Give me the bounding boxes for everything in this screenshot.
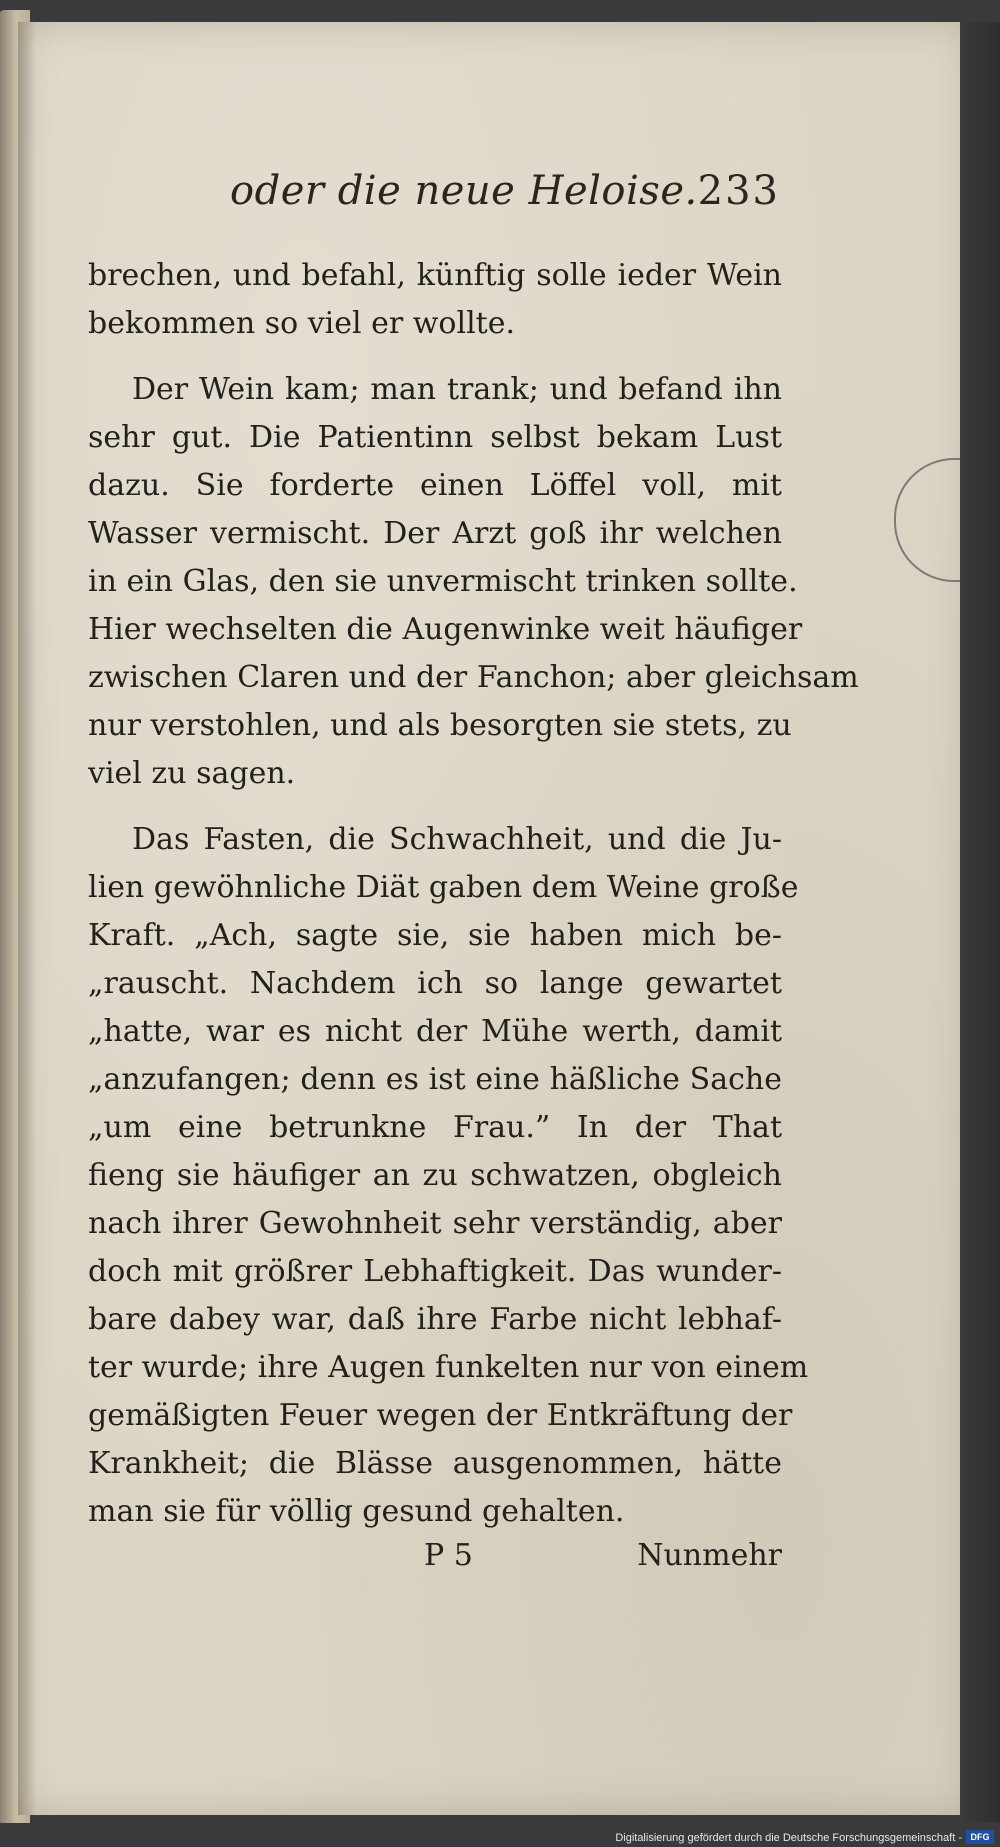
page-header: [90, 168, 780, 228]
text-line: Der Wein kam; man trank; und befand ihn: [132, 372, 782, 407]
signature-mark: P 5: [424, 1538, 473, 1573]
text-line: sehr gut. Die Patientinn selbst bekam Lust: [88, 420, 782, 455]
text-line: fieng sie häufiger an zu schwatzen, obgleich: [88, 1158, 782, 1193]
text-line: bare dabey war, daß ihre Farbe nicht lebhaf-: [88, 1302, 782, 1337]
running-title: oder die neue Heloise.: [230, 168, 698, 214]
text-line: in ein Glas, den sie unvermischt trinken sollte.: [88, 564, 798, 599]
catchword: Nunmehr: [637, 1538, 782, 1573]
text-line: nach ihrer Gewohnheit sehr verständig, aber: [88, 1206, 782, 1241]
text-line: brechen, und befahl, künftig solle ieder Wein: [88, 258, 782, 293]
text-line: Kraft. „Ach, sagte sie, sie haben mich be-: [88, 918, 782, 953]
text-line: nur verstohlen, und als besorgten sie stets, zu: [88, 708, 792, 743]
text-line: Hier wechselten die Augenwinke weit häufiger: [88, 612, 803, 647]
text-line: Krankheit; die Blässe ausgenommen, hätte: [88, 1446, 782, 1481]
text-line: ter wurde; ihre Augen funkelten nur von einem: [88, 1350, 809, 1385]
paragraph-1: [88, 252, 782, 348]
funding-credit: Digitalisierung gefördert durch die Deutsche Forschungsgemeinschaft -: [615, 1832, 962, 1844]
text-line: „um eine betrunkne Frau.” In der That: [88, 1110, 782, 1145]
page-body: [88, 252, 859, 1554]
dfg-logo: DFG: [966, 1830, 994, 1844]
text-line: lien gewöhnliche Diät gaben dem Weine große: [88, 870, 799, 905]
text-line: Das Fasten, die Schwachheit, und die Ju-: [132, 822, 782, 857]
text-line: Wasser vermischt. Der Arzt goß ihr welchen: [88, 516, 782, 551]
page-edge-shadow: [960, 22, 1000, 1822]
credit-bar: [0, 1823, 1000, 1847]
paragraph-3: [88, 816, 809, 1536]
text-line: bekommen so viel er wollte.: [88, 306, 516, 341]
page-footer: [88, 1538, 782, 1588]
paragraph-2: [88, 366, 859, 798]
text-line: „rauscht. Nachdem ich so lange gewartet: [88, 966, 782, 1001]
page-number: 233: [697, 168, 780, 214]
text-line: „hatte, war es nicht der Mühe werth, damit: [88, 1014, 782, 1049]
text-line: man sie für völlig gesund gehalten.: [88, 1494, 625, 1529]
text-line: dazu. Sie forderte einen Löffel voll, mit: [88, 468, 782, 503]
text-line: zwischen Claren und der Fanchon; aber gleichsam: [88, 660, 859, 695]
page-gutter-shadow: [18, 22, 36, 1815]
text-line: „anzufangen; denn es ist eine häßliche Sache: [88, 1062, 782, 1097]
text-line: gemäßigten Feuer wegen der Entkräftung der: [88, 1398, 793, 1433]
text-line: viel zu sagen.: [88, 756, 296, 791]
text-line: doch mit größrer Lebhaftigkeit. Das wunder-: [88, 1254, 782, 1289]
